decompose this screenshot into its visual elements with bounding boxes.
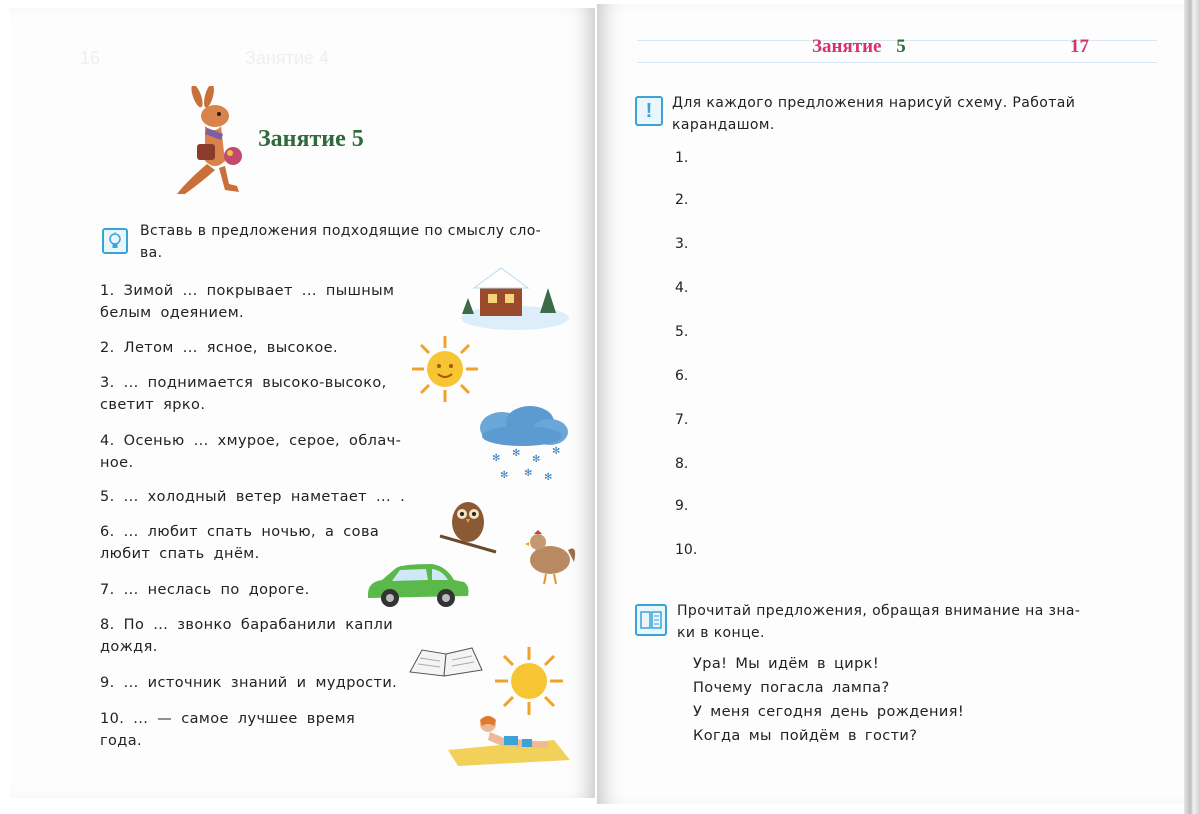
summer-sun-illustration xyxy=(494,646,564,716)
task1-item-9-line1: 9. ... источник знаний и мудрости. xyxy=(100,675,398,691)
task1-item-8-line2: дождя. xyxy=(100,639,158,655)
scheme-number-3: 3. xyxy=(675,236,689,252)
task1-item-3-line2: светит ярко. xyxy=(100,397,206,413)
scheme-number-1: 1. xyxy=(675,150,689,166)
scheme-number-9: 9. xyxy=(675,498,689,514)
task1-item-4-line1: 4. Осенью ... хмурое, серое, облач- xyxy=(100,433,402,449)
task1-instruction-line1: Вставь в предложения подходящие по смыслу сло- xyxy=(140,223,542,239)
scheme-number-10: 10. xyxy=(675,542,698,558)
task1-item-6-line2: любит спать днём. xyxy=(100,546,260,562)
lightbulb-icon xyxy=(102,228,128,254)
header-title-number: 5 xyxy=(896,36,906,57)
hen-illustration xyxy=(520,524,580,586)
scheme-number-6: 6. xyxy=(675,368,689,384)
sentence-3: У меня сегодня день рождения! xyxy=(693,704,965,720)
sunbathing-girl-illustration xyxy=(444,710,574,768)
lesson-title: Занятие 5 xyxy=(258,126,364,152)
task1-item-8-line1: 8. По ... звонко барабанили капли xyxy=(100,617,394,633)
task3-instruction-line2: ки в конце. xyxy=(677,625,765,641)
exclamation-icon: ! xyxy=(635,96,663,126)
snow-cloud-illustration xyxy=(472,406,572,486)
task1-item-3-line1: 3. ... поднимается высоко-высоко, xyxy=(100,375,387,391)
task1-instruction-line2: ва. xyxy=(140,245,163,261)
svg-text:✻: ✻ xyxy=(552,446,561,457)
snowy-house-illustration xyxy=(460,258,570,330)
task1-item-1-line1: 1. Зимой ... покрывает ... пышным xyxy=(100,283,395,299)
scheme-number-4: 4. xyxy=(675,280,689,296)
svg-text:✻: ✻ xyxy=(532,454,541,465)
sentence-2: Почему погасла лампа? xyxy=(693,680,890,696)
svg-text:✻: ✻ xyxy=(500,470,509,481)
page-stack-edge xyxy=(1184,0,1200,814)
task1-item-10-line1: 10. ... — самое лучшее время xyxy=(100,711,356,727)
car-illustration xyxy=(362,560,472,612)
task1-item-7-line1: 7. ... неслась по дороге. xyxy=(100,582,310,598)
scheme-number-7: 7. xyxy=(675,412,689,428)
task1-item-5-line1: 5. ... холодный ветер наметает ... . xyxy=(100,489,406,505)
task1-item-10-line2: года. xyxy=(100,733,143,749)
page-number: 17 xyxy=(1070,36,1089,57)
scheme-number-8: 8. xyxy=(675,456,689,472)
left-page xyxy=(10,8,595,798)
sun-illustration xyxy=(410,334,480,404)
task1-item-6-line1: 6. ... любит спать ночью, а сова xyxy=(100,524,380,540)
book-icon xyxy=(635,604,667,636)
header-title-word: Занятие xyxy=(812,36,882,57)
task2-instruction-line2: карандашом. xyxy=(672,117,775,133)
owl-illustration xyxy=(438,494,498,556)
sentence-4: Когда мы пойдём в гости? xyxy=(693,728,918,744)
right-page xyxy=(597,4,1187,804)
svg-text:✻: ✻ xyxy=(544,472,553,483)
header-lesson-title xyxy=(812,36,906,58)
sentence-1: Ура! Мы идём в цирк! xyxy=(693,656,880,672)
task1-item-2-line1: 2. Летом ... ясное, высокое. xyxy=(100,340,338,356)
kangaroo-illustration xyxy=(175,86,255,198)
svg-text:✻: ✻ xyxy=(524,468,533,479)
scheme-number-5: 5. xyxy=(675,324,689,340)
task1-item-4-line2: ное. xyxy=(100,455,134,471)
svg-text:✻: ✻ xyxy=(512,448,521,459)
book-illustration xyxy=(408,644,484,678)
task1-item-1-line2: белым одеянием. xyxy=(100,305,245,321)
svg-text:✻: ✻ xyxy=(492,453,501,464)
task3-instruction-line1: Прочитай предложения, обращая внимание на зна- xyxy=(677,603,1081,619)
header-rule xyxy=(637,62,1157,63)
task2-instruction-line1: Для каждого предложения нарисуй схему. Работай xyxy=(672,95,1076,111)
scheme-number-2: 2. xyxy=(675,192,689,208)
bleed-through-text: 16 Занятие 4 xyxy=(80,48,329,68)
